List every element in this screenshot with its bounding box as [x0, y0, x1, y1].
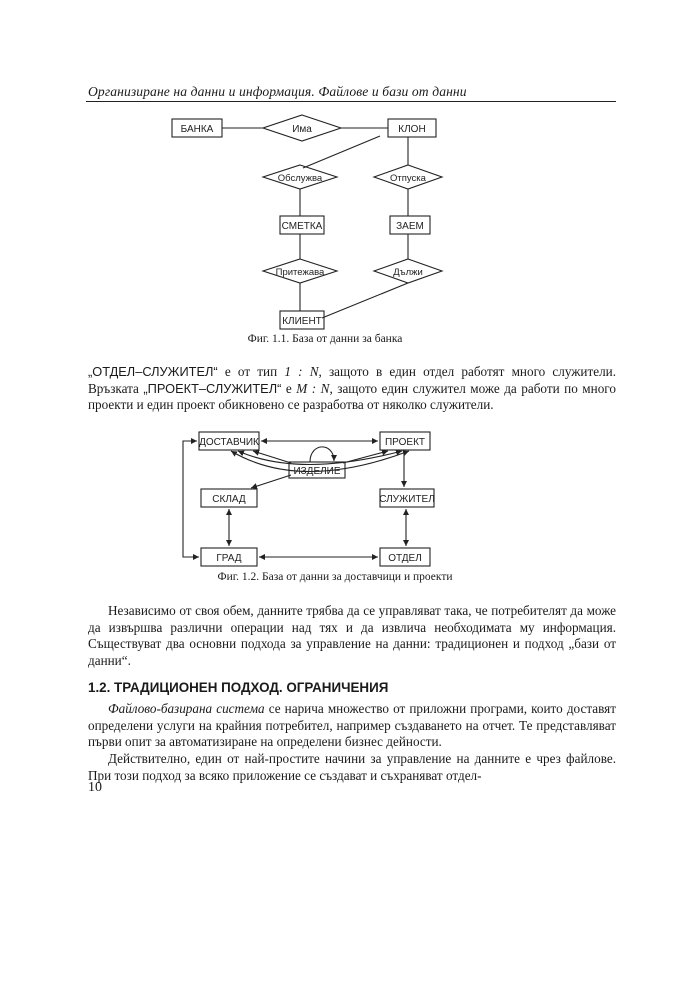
paragraph-text: се нарича множество от приложни програми, които доставят определени услуги на крайния потребител, например създаването на отчет. Те представляват първи опит за автоматизиране на определени бизнес дейности. — [88, 701, 616, 750]
relationship-serves-label: Обслужва — [277, 173, 323, 184]
arrow-product-self-loop — [310, 447, 334, 462]
entity-branch-label: КЛОН — [398, 124, 426, 135]
entity-department-label: ОТДЕЛ — [388, 553, 422, 564]
entity-loan-label: ЗАЕМ — [396, 221, 424, 232]
paragraph-data-management: Независимо от своя обем, данните трябва да се управляват така, че потребителят да може да извършва различни операции над тях и да извлича необходимата му информация. Съществуват два основни подхода за управление на данни: традиционен и подход „бази от данни“. — [88, 603, 616, 668]
figure-2-caption: Фиг. 1.2. База от данни за доставчици и проекти — [217, 571, 453, 583]
section-heading: 1.2. ТРАДИЦИОНЕН ПОДХОД. ОГРАНИЧЕНИЯ — [88, 680, 389, 695]
arrow-supplier-city — [183, 441, 199, 557]
term-department-employee: „ОТДЕЛ–СЛУЖИТЕЛ“ — [88, 364, 218, 379]
page-number: 10 — [88, 780, 102, 795]
paragraph-files-approach: Действително, един от най-простите начини за управление на данните е чрез файлове. При този подход за всяко приложение се създават и съхраняват отдел- — [88, 751, 616, 783]
running-header: Организиране на данни и информация. Файлове и бази от данни — [88, 84, 467, 99]
entity-bank-label: БАНКА — [180, 124, 214, 135]
paragraph-text: е от тип — [217, 364, 285, 379]
entity-project-label: ПРОЕКТ — [384, 437, 426, 448]
arrow-product-warehouse — [251, 475, 291, 488]
paragraph-relationships — [88, 364, 616, 414]
paragraph-text: е — [281, 380, 297, 396]
figure-bank-er-diagram — [0, 110, 700, 335]
term-project-employee: „ПРОЕКТ–СЛУЖИТЕЛ“ — [143, 380, 282, 396]
term-file-based-system: Файлово-базирана система — [108, 701, 265, 716]
paragraph-file-based-system — [88, 701, 616, 751]
entity-warehouse-label: СКЛАД — [212, 494, 246, 505]
entity-account-label: СМЕТКА — [281, 221, 323, 232]
header-rule — [86, 101, 616, 102]
cardinality-one-to-n: 1 : N — [284, 364, 319, 379]
entity-supplier-label: ДОСТАВЧИК — [199, 437, 259, 448]
paragraph-text: , защото в един отдел работят много служители. Връзката — [88, 364, 617, 396]
entity-client-label: КЛИЕНТ — [282, 316, 322, 327]
paragraph-text: , защото един служител може да работи по много проекти и един проект обикновено се разработва от няколко служители. — [88, 380, 616, 413]
entity-employee-label: СЛУЖИТЕЛ — [379, 494, 435, 505]
relationship-has-label: Има — [292, 124, 312, 135]
entity-city-label: ГРАД — [216, 553, 242, 564]
figure-suppliers-projects-diagram — [0, 420, 700, 570]
entity-product-label: ИЗДЕЛИЕ — [293, 466, 341, 477]
relationship-owns-label: Притежава — [275, 267, 325, 278]
connector-line — [303, 136, 380, 168]
connector-line — [322, 283, 408, 318]
relationship-grants-label: Отпуска — [390, 173, 426, 184]
arrow-product-project — [343, 451, 388, 463]
cardinality-m-to-n: M : N — [296, 380, 330, 396]
figure-1-caption: Фиг. 1.1. База от данни за банка — [247, 333, 403, 345]
relationship-owes-label: Дължи — [393, 267, 423, 278]
